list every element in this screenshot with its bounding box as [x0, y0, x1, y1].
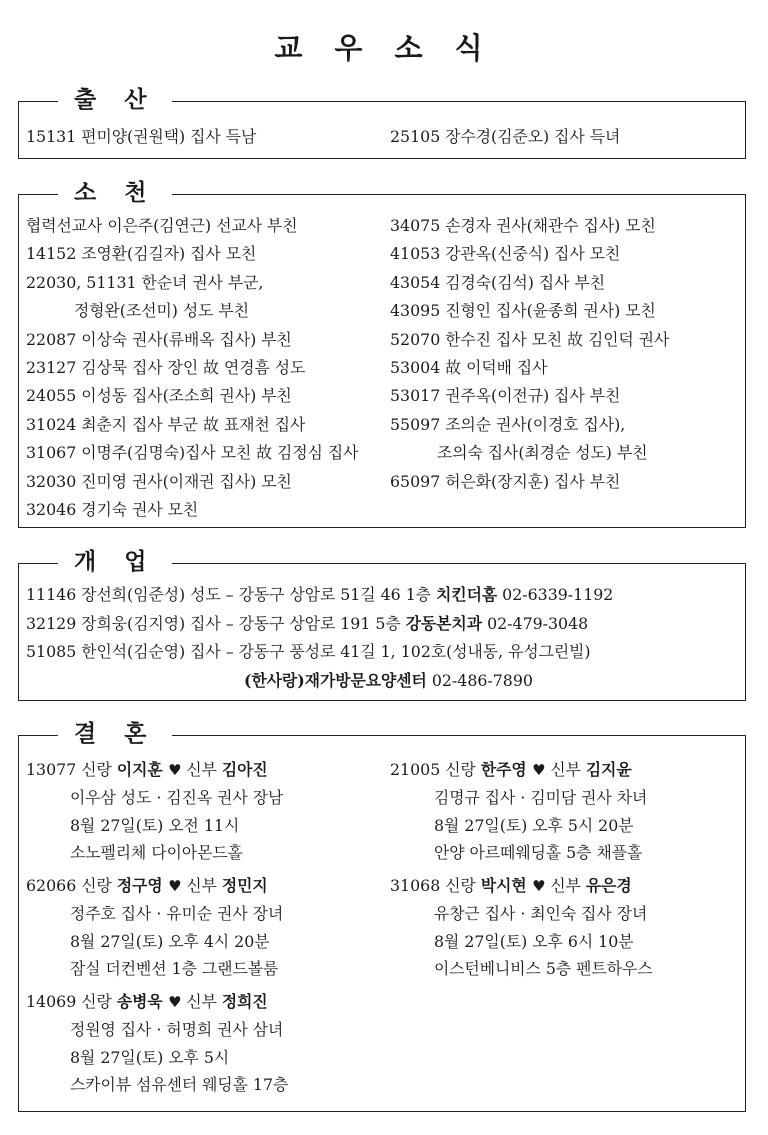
bride-name: 정민지	[221, 876, 268, 895]
heart-icon: ♥	[168, 761, 187, 779]
bereavement-item: 34075 손경자 권사(채관수 집사) 모친	[390, 216, 656, 235]
bereavement-item: 52070 한수진 집사 모친 故 김인덕 권사	[390, 329, 670, 349]
wedding-parents: 정원영 집사 · 허명희 권사 삼녀	[70, 1020, 284, 1039]
bride-label: 신부	[186, 760, 222, 779]
wedding-number: 62066	[26, 876, 82, 895]
groom-name: 정구영	[116, 876, 169, 895]
bride-name: 김지윤	[585, 760, 632, 779]
bride-label: 신부	[186, 876, 222, 895]
wedding-couple	[390, 760, 632, 780]
page-title: 교 우 소 식	[274, 31, 494, 65]
bride-label: 신부	[186, 992, 222, 1011]
wedding-venue: 안양 아르떼웨딩홀 5층 채플홀	[434, 843, 643, 862]
bereavement-item: 31067 이명주(김명숙)집사 모친 故 김정심 집사	[26, 443, 359, 463]
bereavement-item: 43054 김경숙(김석) 집사 부친	[390, 272, 605, 292]
groom-label: 신랑	[445, 760, 481, 779]
wedding-couple	[26, 992, 268, 1012]
heart-icon: ♥	[532, 877, 551, 895]
bereavement-item: 22030, 51131 한순녀 권사 부군,	[26, 272, 264, 292]
groom-name: 한주영	[480, 760, 533, 779]
bereavement-item: 53017 권주옥(이전규) 집사 부친	[390, 386, 621, 406]
wedding-heading: 결 혼	[58, 719, 172, 749]
business-heading: 개 업	[58, 547, 172, 577]
wedding-venue: 소노펠리체 다이아몬드홀	[70, 843, 243, 862]
business-text: 51085 한인석(김순영) 집사 – 강동구 풍성로 41길 1, 102호(성내동, 유성그린빌)	[26, 642, 591, 661]
birth-item: 15131 편미양(권원택) 집사 득남	[26, 127, 257, 146]
wedding-parents: 정주호 집사 · 유미순 권사 장녀	[70, 904, 284, 923]
bride-name: 김아진	[221, 760, 268, 779]
bereavement-item: 22087 이상숙 권사(류배옥 집사) 부친	[26, 329, 292, 349]
bereavement-item: 31024 최춘지 집사 부군 故 표재천 집사	[26, 414, 306, 434]
wedding-date: 8월 27일(토) 오후 5시	[70, 1047, 230, 1067]
wedding-number: 14069	[26, 992, 82, 1011]
bereavement-item: 협력선교사 이은주(김연근) 선교사 부친	[26, 216, 298, 235]
wedding-date: 8월 27일(토) 오후 5시 20분	[434, 815, 634, 835]
groom-label: 신랑	[81, 876, 117, 895]
heart-icon: ♥	[532, 761, 551, 779]
bereavement-item: 53004 故 이덕배 집사	[390, 358, 548, 377]
heart-icon: ♥	[168, 877, 187, 895]
bereavement-item: 55097 조의순 권사(이경호 집사),	[390, 414, 626, 434]
birth-heading: 출 산	[58, 85, 172, 115]
bride-name: 정희진	[221, 992, 268, 1011]
bereavement-item: 32046 경기숙 권사 모친	[26, 500, 199, 519]
bereavement-item: 41053 강관옥(신중식) 집사 모친	[390, 244, 621, 264]
bereavement-item: 43095 진형인 집사(윤종희 권사) 모친	[390, 301, 656, 321]
birth-item: 25105 장수경(김준오) 집사 득녀	[390, 127, 621, 146]
wedding-venue: 잠실 더컨벤션 1층 그랜드볼룸	[70, 959, 279, 978]
bereavement-item: 23127 김상묵 집사 장인 故 연경흠 성도	[26, 358, 306, 377]
wedding-venue: 이스턴베니비스 5층 펜트하우스	[434, 959, 653, 978]
wedding-date: 8월 27일(토) 오후 4시 20분	[70, 931, 270, 951]
wedding-couple	[26, 876, 268, 896]
groom-name: 박시현	[480, 876, 533, 895]
business-item	[244, 671, 533, 691]
business-phone: 02-486-7890	[426, 670, 533, 690]
groom-label: 신랑	[81, 760, 117, 779]
groom-label: 신랑	[81, 992, 117, 1011]
wedding-couple	[26, 760, 268, 780]
bereavement-item: 조의숙 집사(최경순 성도) 부친	[437, 443, 648, 463]
heart-icon: ♥	[168, 993, 187, 1011]
wedding-number: 13077	[26, 760, 82, 779]
business-phone: 02-479-3048	[482, 613, 589, 633]
wedding-parents: 이우삼 성도 · 김진옥 권사 장남	[70, 788, 284, 807]
bereavement-heading: 소 천	[58, 178, 172, 208]
bereavement-item: 14152 조영환(김길자) 집사 모친	[26, 244, 257, 264]
groom-name: 이지훈	[116, 760, 169, 779]
business-phone: 02-6339-1192	[497, 585, 614, 604]
bride-label: 신부	[550, 876, 586, 895]
wedding-number: 21005	[390, 760, 446, 779]
business-item	[26, 585, 613, 605]
wedding-number: 31068	[390, 876, 446, 895]
wedding-parents: 김명규 집사 · 김미담 권사 차녀	[434, 788, 648, 807]
bereavement-item: 32030 진미영 권사(이재권 집사) 모친	[26, 471, 292, 491]
wedding-couple	[390, 876, 632, 896]
bereavement-item: 24055 이성동 집사(조소희 권사) 부친	[26, 386, 292, 406]
wedding-date: 8월 27일(토) 오전 11시	[70, 815, 240, 835]
business-item	[26, 614, 588, 634]
business-name: 강동본치과	[405, 613, 483, 633]
bereavement-item: 65097 허은화(장지훈) 집사 부친	[390, 471, 621, 491]
bride-name: 유은경	[585, 876, 632, 895]
bereavement-item: 정형완(조선미) 성도 부친	[74, 301, 249, 321]
bride-label: 신부	[550, 760, 586, 779]
groom-label: 신랑	[445, 876, 481, 895]
wedding-venue: 스카이뷰 섬유센터 웨딩홀 17층	[70, 1075, 289, 1094]
business-item	[26, 642, 591, 662]
business-text: 11146 장선희(임준성) 성도 – 강동구 상암로 51길 46 1층	[26, 585, 437, 604]
wedding-parents: 유창근 집사 · 최인숙 집사 장녀	[434, 904, 648, 923]
wedding-date: 8월 27일(토) 오후 6시 10분	[434, 931, 634, 951]
business-name: (한사랑)재가방문요양센터	[244, 670, 427, 690]
business-text: 32129 장희웅(김지영) 집사 – 강동구 상암로 191 5층	[26, 613, 406, 633]
groom-name: 송병욱	[116, 992, 169, 1011]
business-name: 치킨더홈	[436, 585, 498, 604]
